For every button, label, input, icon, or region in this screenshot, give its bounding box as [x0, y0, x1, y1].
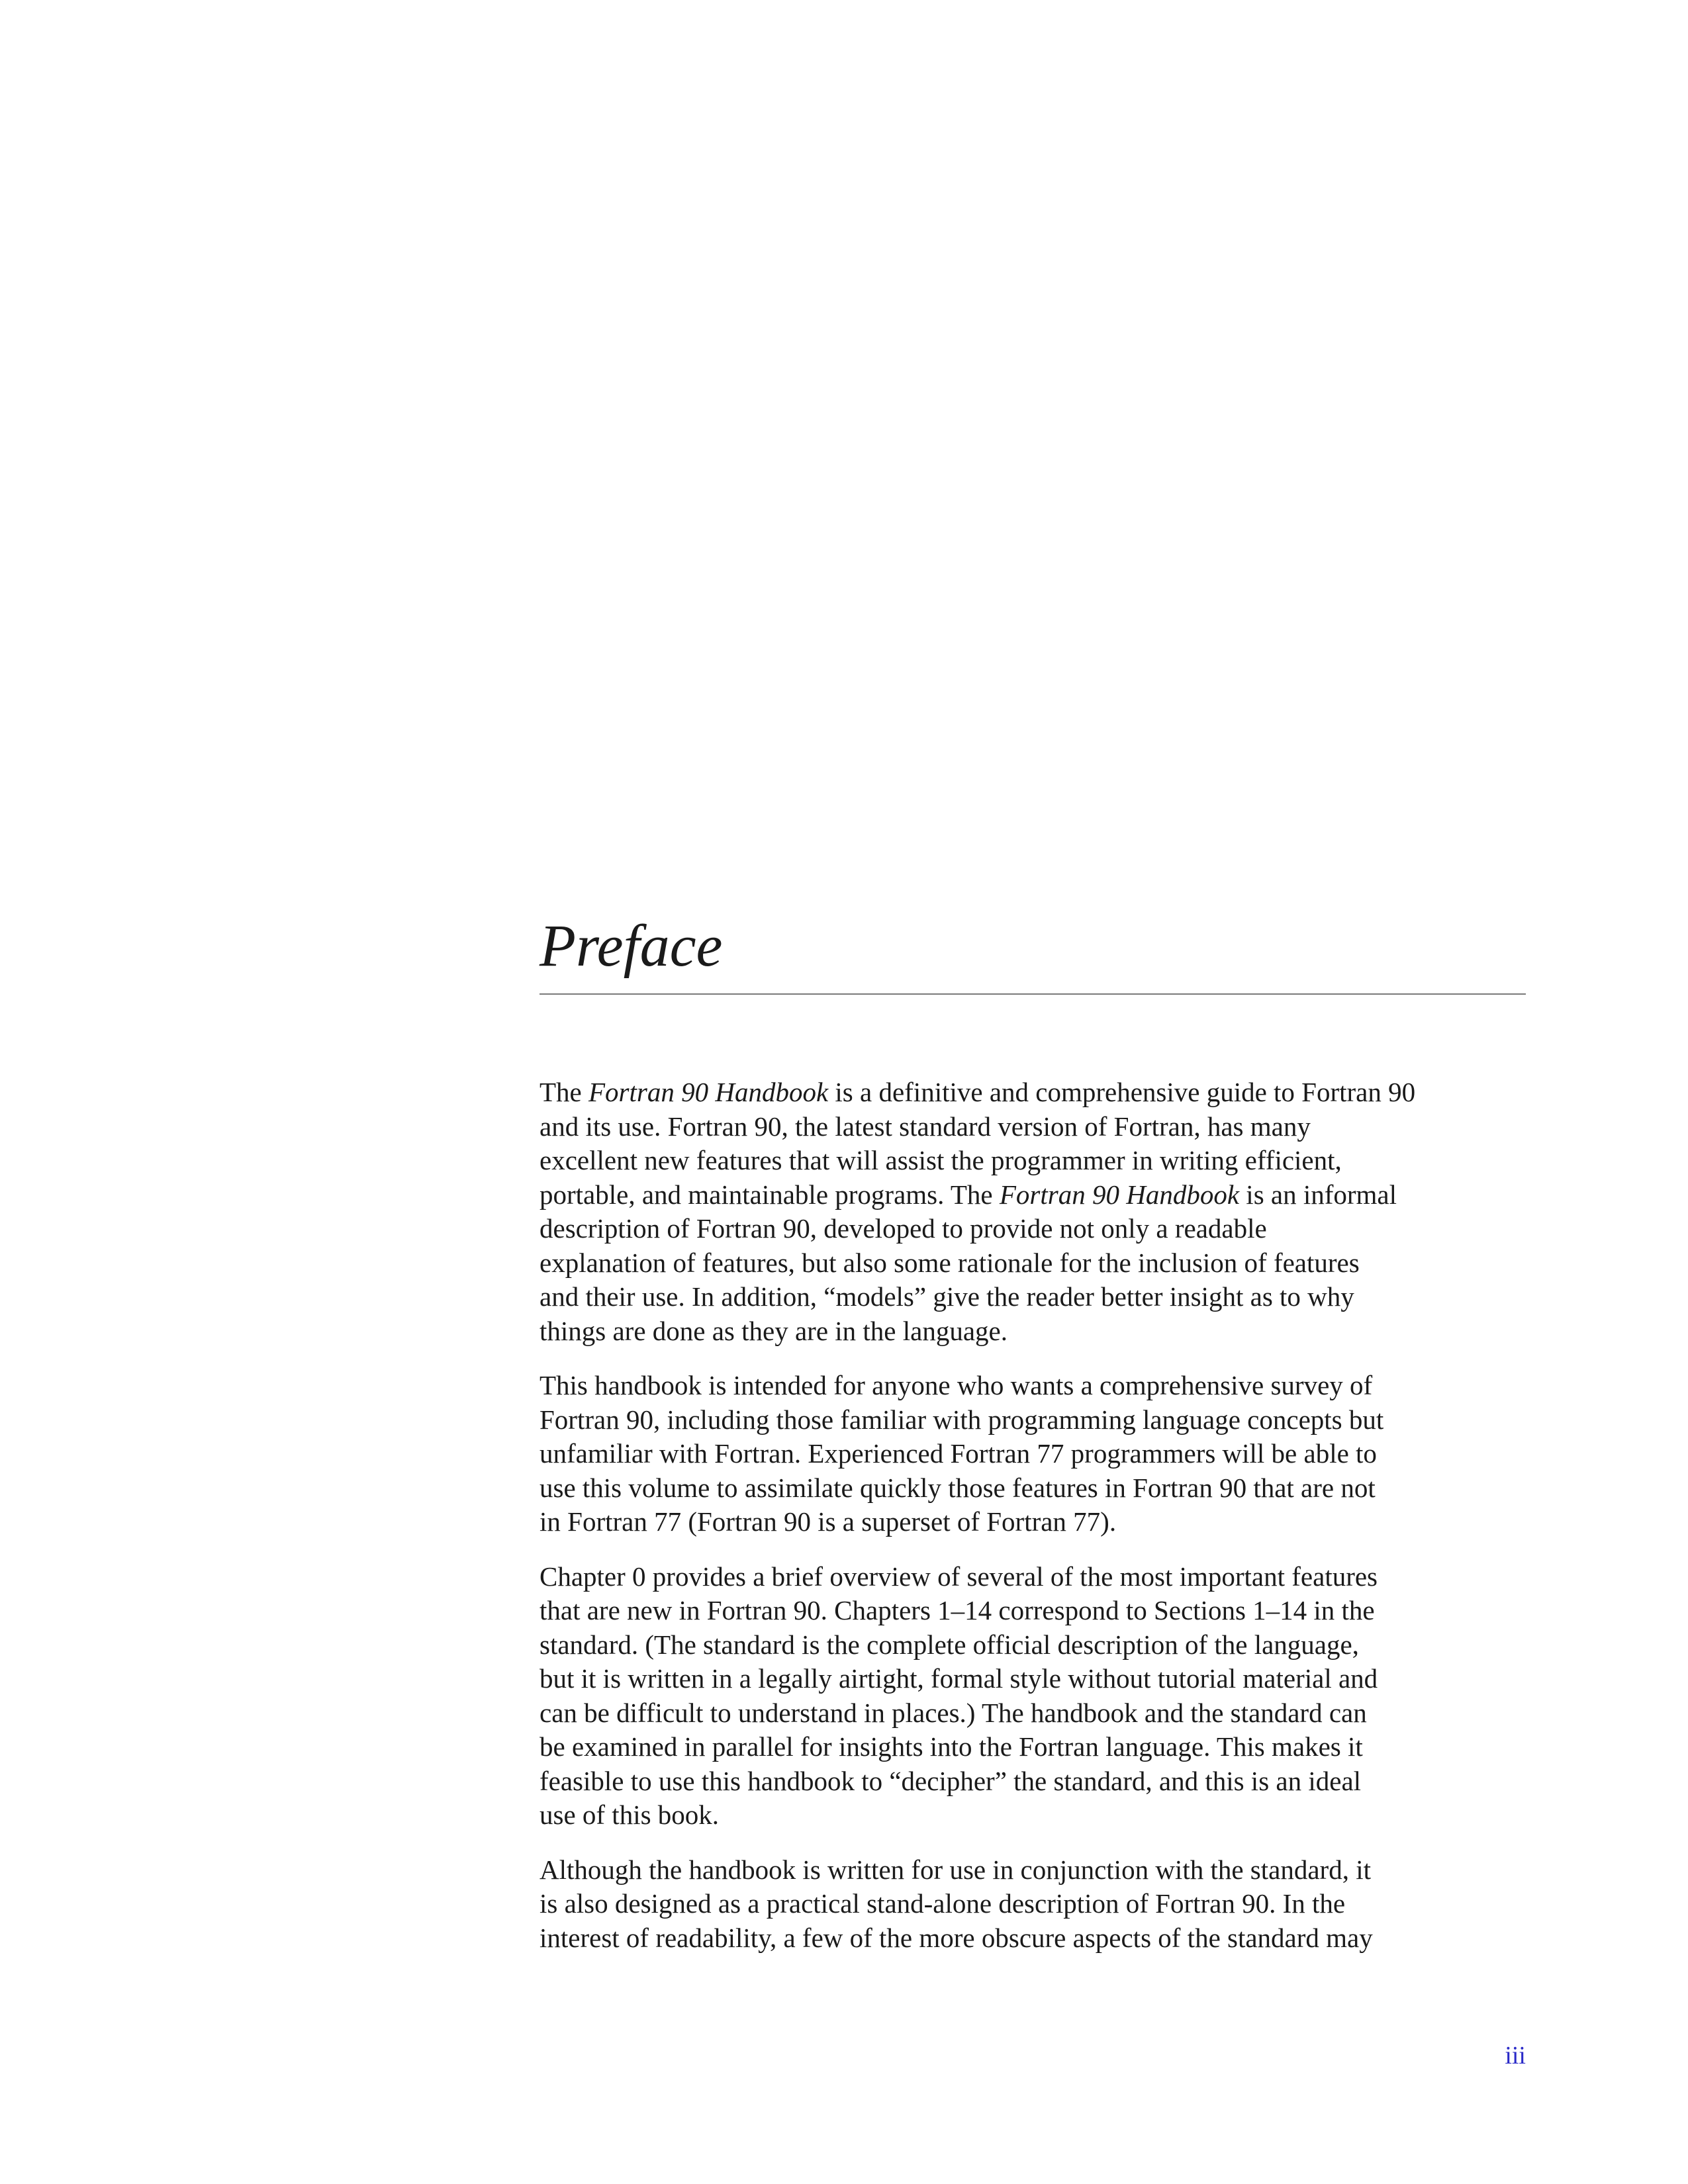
text-line: be examined in parallel for insights into the Fortran language. This makes it — [539, 1731, 1363, 1762]
paragraph-1 — [539, 1075, 1532, 1348]
text-line: excellent new features that will assist the programmer in writing efficient, — [539, 1145, 1342, 1175]
text-line: The Fortran 90 Handbook is a definitive and comprehensive guide to Fortran 90 — [539, 1077, 1416, 1107]
text-line: feasible to use this handbook to “decipher” the standard, and this is an ideal — [539, 1765, 1362, 1796]
text-line: that are new in Fortran 90. Chapters 1–14 correspond to Sections 1–14 in the — [539, 1595, 1375, 1625]
text-line: standard. (The standard is the complete official description of the language, — [539, 1629, 1359, 1660]
text-line: Fortran 90, including those familiar with programming language concepts but — [539, 1404, 1384, 1435]
text-line: Chapter 0 provides a brief overview of several of the most important features — [539, 1561, 1378, 1592]
text-line: interest of readability, a few of the more obscure aspects of the standard may — [539, 1922, 1373, 1953]
text-line: but it is written in a legally airtight, formal style without tutorial material and — [539, 1663, 1378, 1694]
text-line: can be difficult to understand in places.) The handbook and the standard can — [539, 1697, 1367, 1728]
book-title-italic: Fortran 90 Handbook — [999, 1179, 1240, 1210]
text-line: use this volume to assimilate quickly those features in Fortran 90 that are not — [539, 1472, 1376, 1503]
title-rule — [539, 993, 1526, 995]
text-line: use of this book. — [539, 1799, 720, 1830]
book-title-italic: Fortran 90 Handbook — [588, 1077, 829, 1107]
paragraph-3 — [539, 1560, 1532, 1833]
paragraph-4 — [539, 1853, 1532, 1956]
text-line: portable, and maintainable programs. The Fortran 90 Handbook is an informal — [539, 1179, 1397, 1210]
text-line: This handbook is intended for anyone who wants a comprehensive survey of — [539, 1370, 1373, 1400]
text-line: unfamiliar with Fortran. Experienced Fortran 77 programmers will be able to — [539, 1438, 1377, 1469]
text-line: things are done as they are in the language. — [539, 1315, 1008, 1346]
text-line: explanation of features, but also some rationale for the inclusion of features — [539, 1247, 1360, 1278]
text-line: in Fortran 77 (Fortran 90 is a superset of Fortran 77). — [539, 1506, 1117, 1537]
page-number: iii — [1505, 2042, 1526, 2070]
chapter-title: Preface — [539, 913, 723, 979]
text-line: Although the handbook is written for use in conjunction with the standard, it — [539, 1854, 1371, 1885]
text-line: and their use. In addition, “models” give the reader better insight as to why — [539, 1281, 1354, 1312]
text-line: is also designed as a practical stand-alone description of Fortran 90. In the — [539, 1888, 1346, 1919]
preface-body — [539, 1075, 1532, 1976]
text-line: and its use. Fortran 90, the latest standard version of Fortran, has many — [539, 1111, 1311, 1142]
text-line: description of Fortran 90, developed to provide not only a readable — [539, 1213, 1267, 1244]
paragraph-2 — [539, 1369, 1532, 1539]
